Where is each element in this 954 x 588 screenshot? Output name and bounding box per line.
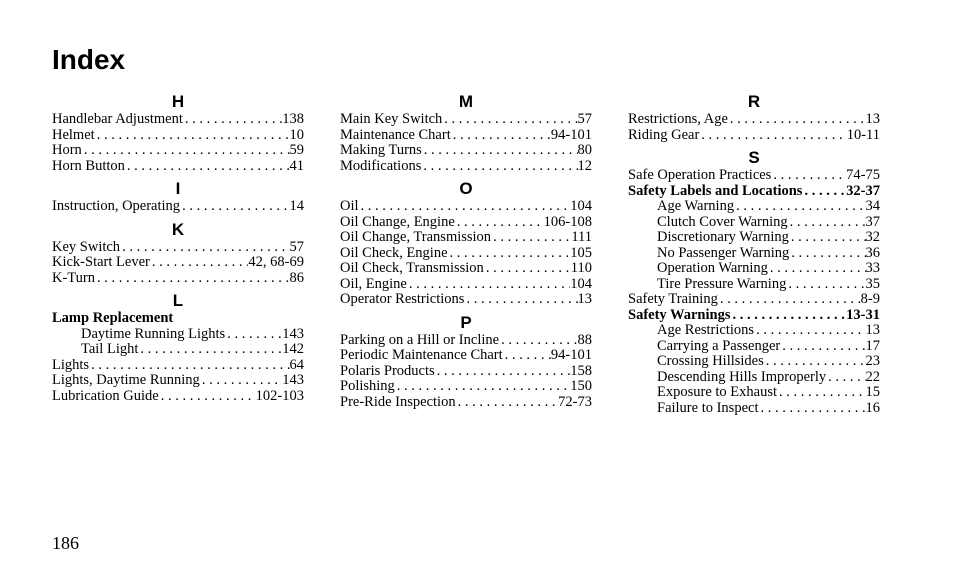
index-subentry: Carrying a Passenger . . . 17 [628,339,880,355]
section-letter: M [458,92,474,111]
index-entry: Parking on a Hill or Incline . . . 88 [340,333,592,349]
index-column-1 [52,92,304,404]
index-entry: Horn Button . . . 41 [52,159,304,175]
index-entry: Oil, Engine . . . 104 [340,277,592,293]
index-section-p [340,313,592,411]
index-heading: Lamp Replacement [52,311,174,326]
index-subentry: Discretionary Warning . . . 32 [628,230,880,246]
index-section-l [52,291,304,404]
index-entry: Key Switch . . . 57 [52,240,304,256]
index-section-m [340,92,592,174]
page-title: Index [52,44,126,75]
section-letter: L [172,291,184,310]
index-entry: Safe Operation Practices . . . 74-75 [628,168,880,184]
index-entry: Oil Check, Transmission . . . 110 [340,261,592,277]
index-entry: Polaris Products . . . 158 [340,364,592,380]
section-letter: O [459,179,473,198]
index-entry: Safety Training . . . 8-9 [628,292,880,308]
index-entry: Handlebar Adjustment . . . 138 [52,112,304,128]
index-entry: Riding Gear . . . 10-11 [628,128,880,144]
index-section-r [628,92,880,143]
index-heading: Safety Labels and Locations . . . 32-37 [628,184,880,200]
index-entry: Main Key Switch . . . 57 [340,112,592,128]
page-number: 186 [52,533,79,553]
index-section-i [52,179,304,215]
index-subentry: Failure to Inspect . . . 16 [628,401,880,417]
index-entry: K-Turn . . . 86 [52,271,304,287]
index-subentry: Tire Pressure Warning . . . 35 [628,277,880,293]
index-entry: Lights . . . 64 [52,358,304,374]
index-subentry: Clutch Cover Warning . . . 37 [628,215,880,231]
index-section-k [52,220,304,287]
index-entry: Modifications . . . 12 [340,159,592,175]
index-entry: Making Turns . . . 80 [340,143,592,159]
index-entry: Restrictions, Age . . . 13 [628,112,880,128]
index-subentry: No Passenger Warning . . . 36 [628,246,880,262]
index-entry: Oil . . . 104 [340,199,592,215]
index-section-o [340,179,592,308]
index-entry: Polishing . . . 150 [340,379,592,395]
index-subentry: Exposure to Exhaust . . . 15 [628,385,880,401]
index-entry: Oil Change, Engine . . . 106-108 [340,215,592,231]
index-entry: Instruction, Operating . . . 14 [52,199,304,215]
index-column-3 [628,92,880,416]
section-letter: H [171,92,185,111]
section-letter: R [747,92,761,111]
index-entry: Horn . . . 59 [52,143,304,159]
index-entry: Oil Check, Engine . . . 105 [340,246,592,262]
index-section-h [52,92,304,174]
section-letter: S [748,148,760,167]
section-letter: I [175,179,181,198]
index-subentry: Tail Light . . . 142 [52,342,304,358]
index-entry: Lubrication Guide . . . 102-103 [52,389,304,405]
index-heading: Safety Warnings . . . 13-31 [628,308,880,324]
index-entry: Pre-Ride Inspection . . . 72-73 [340,395,592,411]
index-subentry: Descending Hills Improperly . . . 22 [628,370,880,386]
index-entry: Kick-Start Lever . . . 42, 68-69 [52,255,304,271]
index-subentry: Age Restrictions . . . 13 [628,323,880,339]
index-entry: Lights, Daytime Running . . . 143 [52,373,304,389]
index-entry: Helmet . . . 10 [52,128,304,144]
index-entry: Maintenance Chart . . . 94-101 [340,128,592,144]
index-subentry: Operation Warning . . . 33 [628,261,880,277]
index-section-s [628,148,880,416]
index-subentry: Crossing Hillsides . . . 23 [628,354,880,370]
index-entry: Operator Restrictions . . . 13 [340,292,592,308]
index-subentry: Daytime Running Lights . . . 143 [52,327,304,343]
section-letter: P [460,312,472,332]
index-subentry: Age Warning . . . 34 [628,199,880,215]
section-letter: K [171,219,185,239]
index-entry: Oil Change, Transmission . . . 111 [340,230,592,246]
index-column-2 [340,92,592,410]
index-entry: Periodic Maintenance Chart . . . 94-101 [340,348,592,364]
